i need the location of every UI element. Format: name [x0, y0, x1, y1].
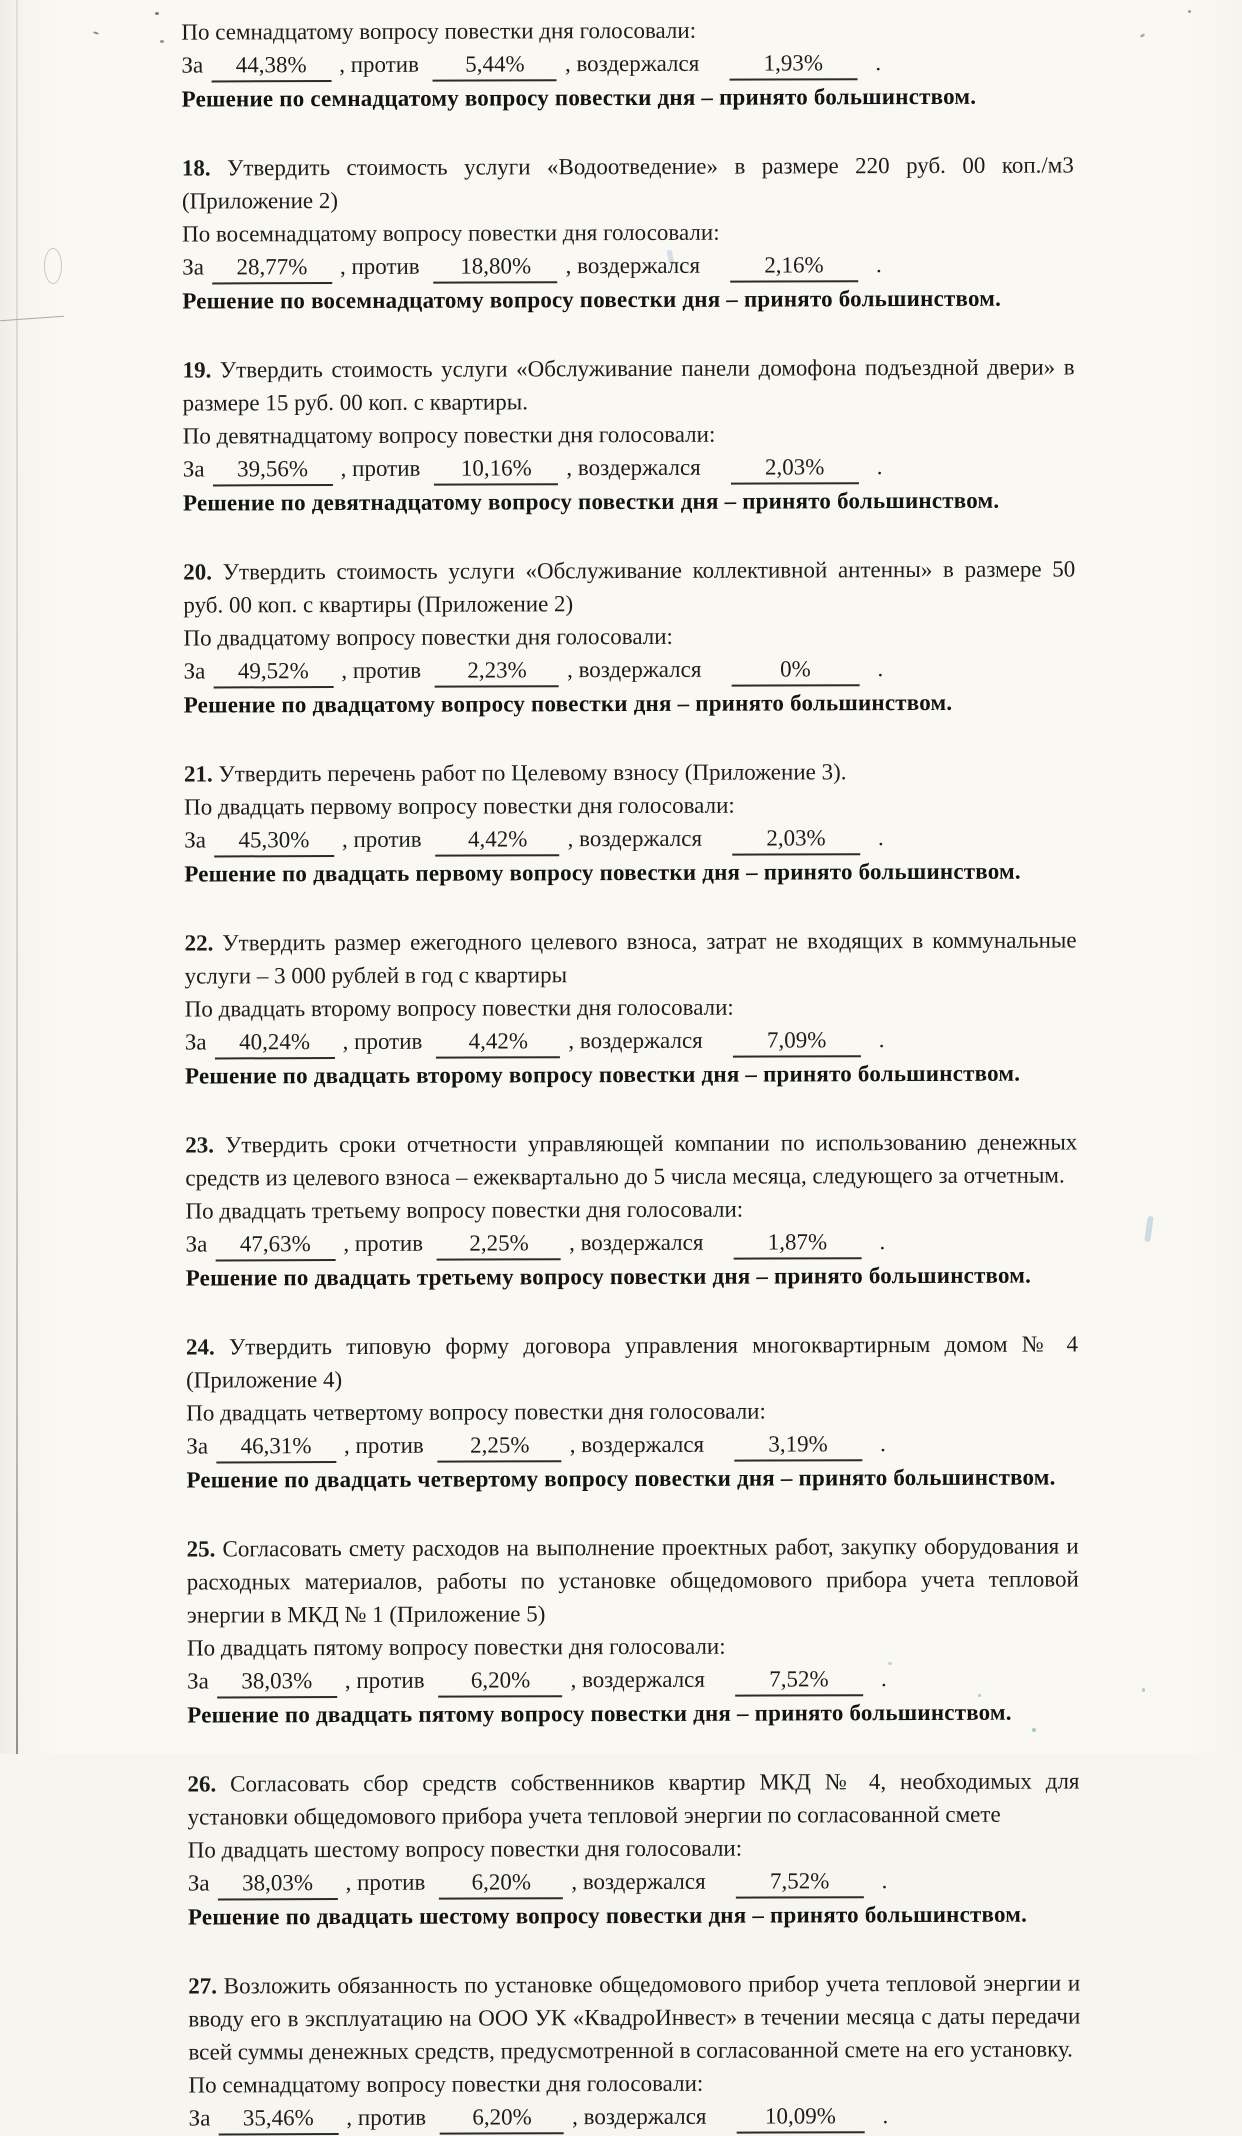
vote-period: . — [880, 1431, 886, 1457]
vote-protiv-label: , против — [340, 455, 421, 482]
vote-result-line — [183, 449, 1075, 486]
vote-period: . — [877, 825, 884, 851]
item-number: 19. — [182, 357, 212, 383]
vote-vozd-value: 3,19% — [734, 1429, 862, 1461]
vote-za-value: 28,77% — [212, 252, 332, 284]
vote-protiv-label: , против — [343, 1230, 424, 1257]
vote-intro: По двадцать первому вопросу повестки дня голосовали: — [184, 792, 735, 820]
item-text — [184, 754, 1076, 790]
vote-intro: По двадцать второму вопросу повестки дня голосовали: — [184, 994, 734, 1022]
agenda-item-17 — [181, 12, 1073, 115]
vote-vozd-label: , воздержался — [565, 252, 701, 279]
vote-za-value: 49,52% — [213, 656, 333, 688]
agenda-item-18 — [182, 148, 1075, 317]
vote-vozd-value: 10,09% — [736, 2101, 864, 2133]
scan-speck — [155, 12, 159, 15]
vote-vozd-label: , воздержался — [570, 1666, 705, 1693]
vote-za-label: За — [187, 1870, 210, 1896]
vote-za-label: За — [182, 456, 205, 482]
vote-vozd-label: , воздержался — [567, 825, 703, 852]
item-text — [184, 923, 1076, 992]
vote-intro: По семнадцатому вопросу повестки дня голосовали: — [181, 17, 697, 45]
item-body: Утвердить стоимость услуги «Обслуживание коллективной антенны» в размере 50 руб. 00 коп. с квартиры (Приложение 2) — [183, 556, 1076, 618]
item-number: 20. — [183, 559, 213, 585]
vote-za-label: За — [188, 2105, 211, 2131]
item-body: Согласовать смету расходов на выполнение проектных работ, закупку оборудования и расходных материалов, работы по установке общедомового прибора учета тепловой энергии в МКД № 1 (Приложение 5) — [186, 1533, 1079, 1628]
agenda-item-25 — [187, 1529, 1080, 1731]
vote-za-label: За — [183, 658, 206, 684]
vote-za-value: 38,03% — [218, 1868, 338, 1900]
vote-intro: По семнадцатому вопросу повестки дня голосовали: — [188, 2070, 704, 2098]
vote-intro: По двадцатому вопросу повестки дня голосовали: — [183, 623, 673, 651]
vote-protiv-value: 2,25% — [437, 1228, 561, 1260]
vote-protiv-value: 2,23% — [435, 655, 559, 687]
vote-intro: По девятнадцатому вопросу повестки дня голосовали: — [182, 421, 716, 449]
vote-protiv-value: 18,80% — [434, 251, 558, 283]
vote-result-line — [187, 1661, 1079, 1698]
item-text — [183, 552, 1075, 621]
vote-result-line — [182, 247, 1074, 284]
decision-line: Решение по двадцать четвертому вопросу повестки дня – принято большинством. — [186, 1464, 1056, 1493]
item-text — [187, 1529, 1079, 1631]
vote-result-line — [184, 651, 1076, 688]
agenda-item-19 — [182, 350, 1075, 519]
item-number: 27. — [188, 1973, 217, 1999]
vote-result-line — [188, 1863, 1080, 1900]
vote-vozd-value: 1,93% — [729, 48, 857, 80]
vote-period: . — [881, 1868, 888, 1894]
vote-protiv-label: , против — [341, 657, 422, 684]
vote-period: . — [877, 656, 884, 682]
vote-period: . — [879, 1229, 886, 1255]
decision-line: Решение по восемнадцатому вопросу повестки дня – принято большинством. — [182, 285, 1002, 314]
decision-line: Решение по двадцать пятому вопросу повестки дня – принято большинством. — [187, 1699, 1012, 1728]
item-text — [188, 1966, 1080, 2068]
item-body: Утвердить стоимость услуги «Обслуживание панели домофона подъездной двери» в размере 15 руб. 00 коп. с квартиры. — [182, 354, 1075, 416]
decision-line: Решение по девятнадцатому вопросу повестки дня – принято большинством. — [182, 487, 1000, 516]
item-body: Утвердить сроки отчетности управляющей компании по использованию денежных средств из целевого взноса – ежеквартально до 5 числа месяца, следующего за отчетным. — [185, 1129, 1078, 1191]
decision-line: Решение по двадцать первому вопросу повестки дня – принято большинством. — [184, 858, 1021, 887]
vote-vozd-value: 7,52% — [735, 1664, 863, 1696]
vote-za-label: За — [181, 52, 204, 78]
scan-speck — [1188, 10, 1191, 13]
vote-protiv-label: , против — [346, 2104, 427, 2130]
vote-za-value: 45,30% — [214, 825, 334, 857]
vote-period: . — [880, 1666, 887, 1692]
vote-protiv-label: , против — [341, 826, 422, 853]
vote-period: . — [878, 1027, 885, 1053]
vote-za-label: За — [184, 1029, 207, 1055]
vote-protiv-value: 6,20% — [439, 1665, 563, 1697]
item-number: 21. — [183, 761, 213, 787]
item-number: 24. — [185, 1334, 215, 1360]
scan-speck — [93, 31, 99, 35]
vote-protiv-value: 5,44% — [433, 49, 557, 81]
decision-line: Решение по двадцать второму вопросу повестки дня – принято большинством. — [184, 1060, 1021, 1089]
vote-protiv-value: 6,20% — [439, 1867, 563, 1899]
vote-protiv-label: , против — [339, 51, 419, 78]
vote-vozd-label: , воздержался — [569, 1431, 705, 1458]
item-text — [187, 1764, 1079, 1833]
vote-period: . — [882, 2103, 889, 2129]
vote-result-line — [186, 1426, 1078, 1463]
vote-vozd-value: 7,52% — [736, 1866, 864, 1898]
vote-vozd-label: , воздержался — [571, 1868, 706, 1895]
decision-line: Решение по двадцать шестому вопросу повестки дня – принято большинством. — [187, 1901, 1028, 1930]
decision-line: Решение по двадцать третьему вопросу повестки дня – принято большинством. — [185, 1262, 1032, 1291]
vote-za-value: 40,24% — [215, 1027, 335, 1059]
agenda-item-20 — [183, 552, 1076, 721]
agenda-item-24 — [186, 1327, 1079, 1496]
vote-vozd-label: , воздержался — [569, 1229, 704, 1256]
vote-protiv-label: , против — [339, 253, 420, 280]
scan-crease-mark — [0, 316, 64, 321]
item-body: Утвердить размер ежегодного целевого взноса, затрат не входящих в коммунальные услуги – 3 000 рублей в год с квартиры — [184, 927, 1077, 989]
vote-intro: По восемнадцатому вопросу повестки дня голосовали: — [182, 219, 720, 247]
vote-protiv-label: , против — [343, 1432, 424, 1459]
vote-vozd-label: , воздержался — [564, 50, 700, 77]
item-body: Утвердить перечень работ по Целевому взносу (Приложение 3). — [218, 759, 847, 787]
vote-protiv-value: 6,20% — [440, 2102, 564, 2134]
item-body: Возложить обязанность по установке общедомового прибор учета тепловой энергии и вводу его в эксплуатацию на ООО УК «КвадроИнвест» в течении месяца с даты передачи всей суммы денежных средств, предусмотренной в согласованной смете на его установку. — [188, 1970, 1081, 2065]
vote-vozd-label: , воздержался — [567, 656, 702, 683]
item-text — [186, 1327, 1078, 1396]
vote-protiv-value: 10,16% — [434, 453, 558, 485]
vote-za-value: 47,63% — [215, 1229, 335, 1261]
item-body: Утвердить стоимость услуги «Водоотведение» в размере 220 руб. 00 коп./м3 (Приложение 2) — [181, 152, 1074, 214]
vote-intro: По двадцать шестому вопросу повестки дня голосовали: — [187, 1835, 743, 1863]
scan-loop-mark — [44, 248, 62, 284]
vote-vozd-value: 2,03% — [732, 823, 860, 855]
vote-vozd-value: 7,09% — [733, 1025, 861, 1057]
item-number: 25. — [186, 1536, 216, 1562]
decision-line: Решение по семнадцатому вопросу повестки дня – принято большинством. — [181, 83, 977, 112]
vote-period: . — [875, 50, 882, 76]
vote-result-line — [186, 1224, 1078, 1261]
agenda-item-27 — [188, 1966, 1081, 2135]
item-number: 23. — [185, 1132, 215, 1158]
vote-result-line — [185, 1022, 1077, 1059]
scan-speck — [1142, 1688, 1145, 1692]
vote-result-line — [189, 2098, 1081, 2135]
vote-za-label: За — [185, 1231, 208, 1257]
vote-intro: По двадцать третьему вопросу повестки дня голосовали: — [185, 1196, 744, 1224]
vote-result-line — [184, 820, 1076, 857]
scan-ink-smudge — [1144, 1216, 1154, 1243]
item-body: Утвердить типовую форму договора управления многоквартирным домом № 4 (Приложение 4) — [186, 1331, 1078, 1393]
item-number: 22. — [184, 930, 214, 956]
vote-za-label: За — [182, 254, 204, 280]
vote-vozd-value: 1,87% — [733, 1227, 861, 1259]
agenda-item-26 — [187, 1764, 1080, 1933]
item-text — [182, 148, 1074, 217]
item-body: Согласовать сбор средств собственников квартир МКД № 4, необходимых для установки общедомового прибора учета тепловой энергии по согласованной смете — [187, 1768, 1080, 1830]
vote-protiv-value: 4,42% — [436, 824, 560, 856]
agenda-item-22 — [184, 923, 1077, 1092]
item-number: 18. — [181, 155, 211, 181]
scan-speck — [160, 40, 164, 43]
vote-za-value: 46,31% — [216, 1431, 336, 1463]
document-text-block — [181, 12, 1080, 2135]
vote-za-label: За — [186, 1433, 209, 1459]
item-number: 26. — [187, 1771, 217, 1797]
vote-za-value: 38,03% — [217, 1666, 337, 1698]
vote-protiv-value: 4,42% — [436, 1026, 560, 1058]
vote-vozd-label: , воздержался — [566, 454, 701, 481]
vote-protiv-value: 2,25% — [438, 1430, 562, 1462]
vote-protiv-label: , против — [342, 1028, 423, 1055]
agenda-item-23 — [185, 1125, 1078, 1294]
vote-protiv-label: , против — [345, 1869, 426, 1896]
scan-edge-line — [16, 0, 18, 1754]
vote-za-label: За — [184, 827, 206, 853]
vote-vozd-value: 0% — [731, 654, 859, 686]
vote-period: . — [876, 454, 883, 480]
vote-result-line — [181, 45, 1073, 82]
vote-za-value: 39,56% — [213, 454, 333, 486]
vote-vozd-value: 2,03% — [731, 452, 859, 484]
vote-za-value: 44,38% — [211, 50, 331, 82]
vote-za-value: 35,46% — [218, 2103, 338, 2135]
item-text — [182, 350, 1074, 419]
vote-protiv-label: , против — [344, 1667, 425, 1694]
agenda-item-21 — [184, 754, 1076, 890]
scan-speck — [1140, 33, 1146, 38]
vote-period: . — [875, 252, 882, 278]
vote-vozd-label: , воздержался — [572, 2103, 707, 2130]
vote-intro: По двадцать пятому вопросу повестки дня голосовали: — [186, 1633, 726, 1661]
vote-vozd-label: , воздержался — [568, 1027, 703, 1054]
item-text — [185, 1125, 1077, 1194]
decision-line: Решение по двадцатому вопросу повестки дня – принято большинством. — [183, 689, 953, 718]
vote-intro: По двадцать четвертому вопросу повестки дня голосовали: — [186, 1398, 766, 1426]
vote-za-label: За — [187, 1668, 209, 1694]
vote-vozd-value: 2,16% — [730, 250, 858, 282]
